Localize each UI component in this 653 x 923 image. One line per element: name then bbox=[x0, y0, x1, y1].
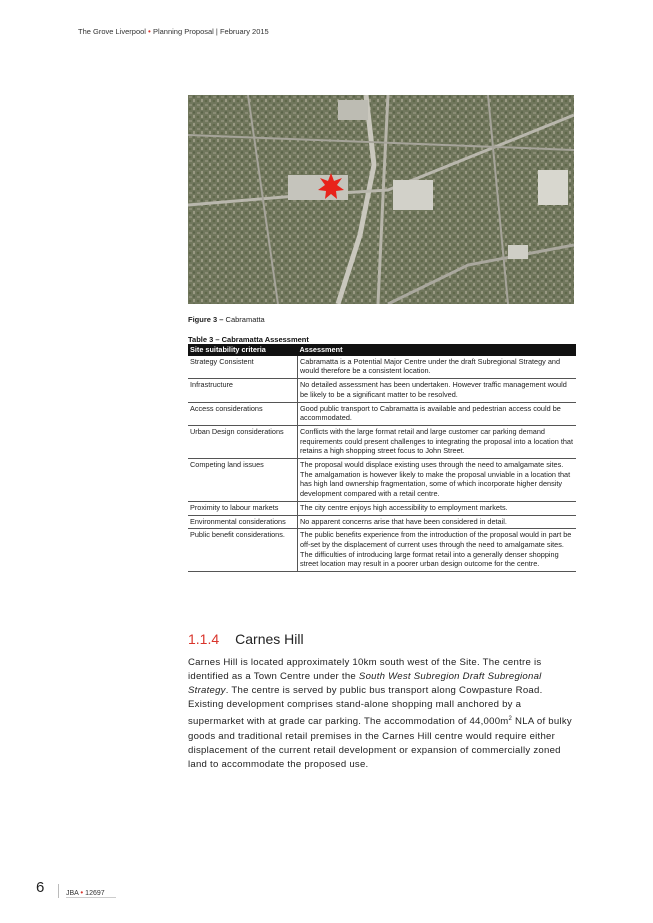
assessment-cell: Cabramatta is a Potential Major Centre under the draft Subregional Strategy and would therefore be a consistent location. bbox=[298, 356, 577, 379]
figure-title: Cabramatta bbox=[225, 315, 265, 324]
aerial-map-illustration bbox=[188, 95, 574, 304]
footer-separator: • bbox=[80, 888, 84, 897]
aerial-photo bbox=[188, 95, 574, 304]
footer-ref-number: 12697 bbox=[85, 890, 105, 897]
figure-dash: – bbox=[219, 315, 224, 324]
table-row bbox=[188, 515, 576, 529]
header-doc-info: Planning Proposal | February 2015 bbox=[152, 27, 269, 36]
section-heading bbox=[188, 631, 304, 647]
footer-underline bbox=[66, 897, 116, 898]
footer-divider bbox=[58, 884, 59, 898]
assessment-cell: Conflicts with the large format retail and large customer car parking demand requirements could present challenges to integrating the proposal into a location that retains a high shopping street focus to John Street. bbox=[298, 425, 577, 458]
assessment-cell: The city centre enjoys high accessibility to employment markets. bbox=[298, 501, 577, 515]
figure-label: Figure 3 bbox=[188, 315, 218, 324]
assessment-cell: No apparent concerns arise that have been considered in detail. bbox=[298, 515, 577, 529]
figure-caption bbox=[188, 315, 265, 324]
table-caption: Table 3 – Cabramatta Assessment bbox=[188, 335, 309, 344]
assessment-cell: Good public transport to Cabramatta is available and pedestrian access could be accommodated. bbox=[298, 402, 577, 425]
header-separator: • bbox=[148, 27, 151, 36]
table-row bbox=[188, 356, 576, 379]
table-header-row bbox=[188, 344, 576, 356]
criteria-cell: Infrastructure bbox=[188, 379, 298, 402]
assessment-cell: The proposal would displace existing uses through the need to amalgamate sites. The amalgamation is however likely to make the proposal unviable in a location that has high land ownership fragmentation, some of which incorporate higher density development compared with a retail centre. bbox=[298, 459, 577, 502]
table-row bbox=[188, 459, 576, 502]
superscript: 2 bbox=[508, 716, 513, 723]
strategy-title: South West Subregion Draft Subregional Strategy bbox=[188, 671, 542, 697]
criteria-cell: Public benefit considerations. bbox=[188, 529, 298, 572]
table-row bbox=[188, 425, 576, 458]
table-row bbox=[188, 501, 576, 515]
table-row bbox=[188, 402, 576, 425]
table-row bbox=[188, 529, 576, 572]
header-doc-name: The Grove Liverpool bbox=[78, 27, 146, 36]
criteria-cell: Proximity to labour markets bbox=[188, 501, 298, 515]
paragraph-text: . The centre is served by public bus transport along Cowpasture Road. Existing development comprises stand-alone shopping mall anchored by a supermarket with at grade car parking. The accommodation of 44,000m bbox=[188, 685, 543, 728]
page-number: 6 bbox=[36, 879, 45, 896]
assessment-cell: No detailed assessment has been undertaken. However traffic management would be likely to be a significant matter to be resolved. bbox=[298, 379, 577, 402]
criteria-cell: Competing land issues bbox=[188, 459, 298, 502]
table-row bbox=[188, 379, 576, 402]
criteria-cell: Environmental considerations bbox=[188, 515, 298, 529]
paragraph-text: NLA of bulky goods and traditional retail premises in the Carnes Hill centre would require either displacement of the current retail development or expansion of commercially zoned land to accommodate the proposed use. bbox=[188, 716, 572, 770]
footer-org: JBA bbox=[66, 890, 79, 897]
assessment-table bbox=[188, 344, 576, 572]
criteria-cell: Strategy Consistent bbox=[188, 356, 298, 379]
column-header-assessment: Assessment bbox=[298, 344, 577, 356]
page-header bbox=[78, 27, 269, 36]
criteria-cell: Access considerations bbox=[188, 402, 298, 425]
footer-reference bbox=[66, 888, 105, 897]
paragraph-text: Carnes Hill is located approximately 10km south west of the Site. The centre is identified as a Town Centre under the bbox=[188, 657, 542, 683]
section-paragraph bbox=[188, 656, 578, 772]
section-number: 1.1.4 bbox=[188, 631, 220, 647]
column-header-criteria: Site suitability criteria bbox=[188, 344, 298, 356]
assessment-cell: The public benefits experience from the introduction of the proposal would in part be off-set by the displacement of current uses through the need to amalgamate sites. The difficulties of introducing large format retail into a generally denser shopping street location may result in a poorer urban design outcome for the centre. bbox=[298, 529, 577, 572]
section-title: Carnes Hill bbox=[235, 631, 304, 647]
criteria-cell: Urban Design considerations bbox=[188, 425, 298, 458]
